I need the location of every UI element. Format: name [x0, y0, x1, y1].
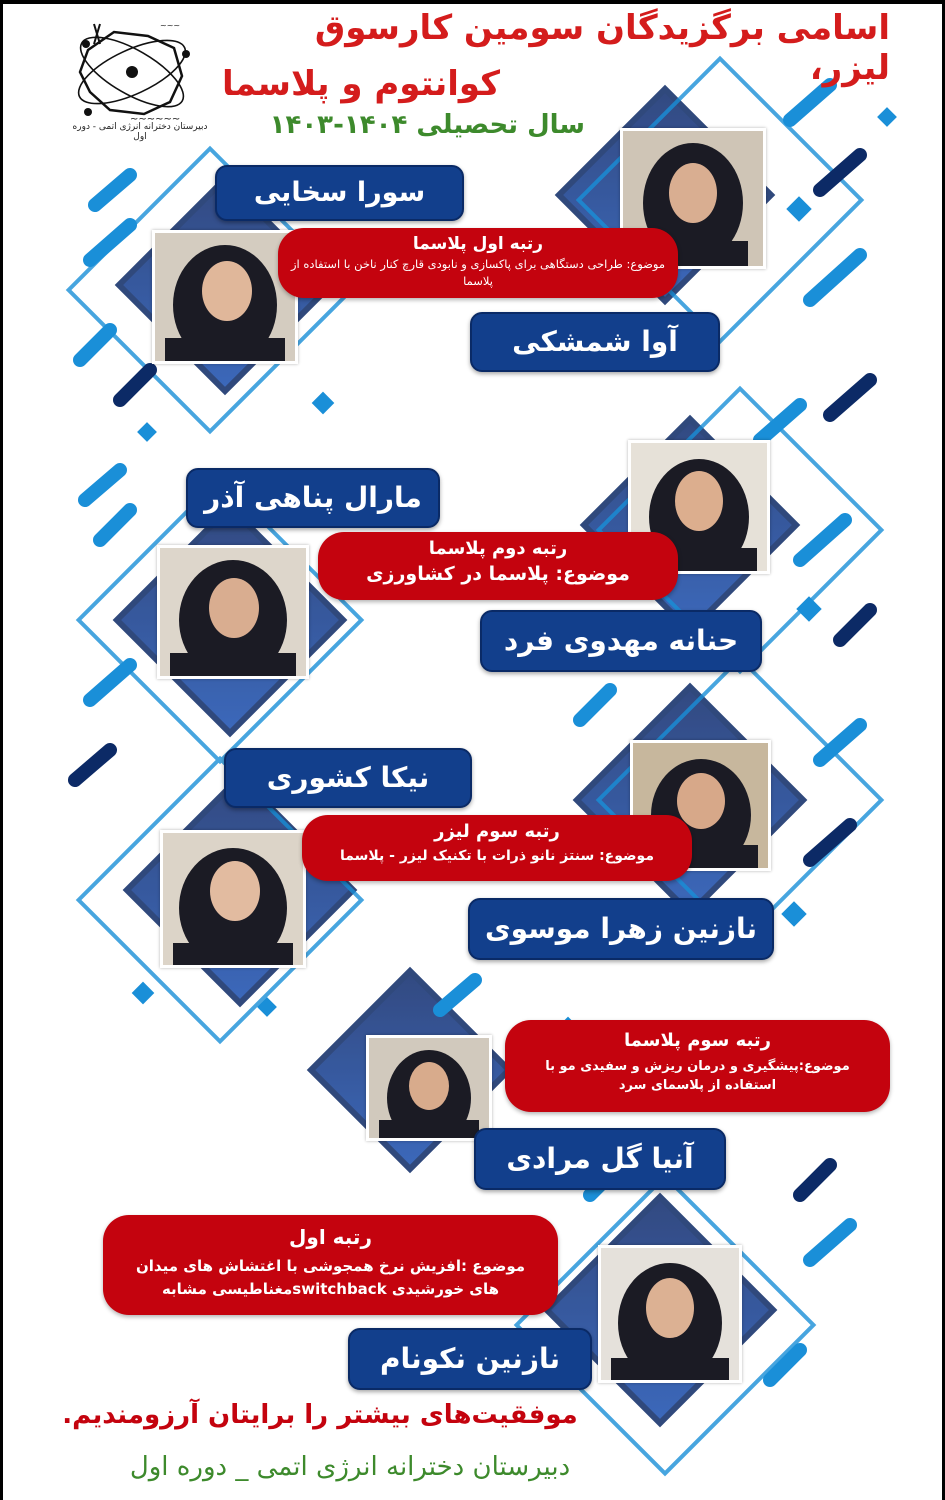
award-box [103, 1215, 558, 1315]
closing-wish: موفقیت‌های بیشتر را برایتان آرزومندیم. [62, 1400, 578, 1430]
title-line-2: کوانتوم و پلاسما [221, 64, 500, 104]
award-rank: رتبه اول پلاسما [412, 234, 544, 254]
award-rank: رتبه سوم لیزر [434, 821, 560, 842]
student-photo [366, 1035, 492, 1141]
student-name-box: مارال پناهی آذر [186, 468, 440, 528]
student-photo [160, 830, 306, 968]
student-name-box: آوا شمشکی [470, 312, 720, 372]
logo-caption: دبیرستان دخترانه انرژی اتمی - دوره اول [72, 122, 208, 142]
award-box [302, 815, 692, 881]
student-name-box: سورا سخایی [215, 165, 464, 221]
title-line-1: اسامی برگزیدگان سومین کارسوق لیزر، [314, 8, 890, 88]
student-name-box: نازنین زهرا موسوی [468, 898, 774, 960]
award-rank: رتبه اول [289, 1225, 372, 1249]
student-name-box: نیکا کشوری [224, 748, 472, 808]
student-name-box: حنانه مهدوی فرد [480, 610, 762, 672]
svg-text:~~~: ~~~ [160, 21, 181, 30]
student-photo [152, 230, 298, 364]
student-name-box: نازنین نکونام [348, 1328, 592, 1390]
frame-border [0, 0, 945, 4]
academic-year: سال تحصیلی ۱۴۰۴-۱۴۰۳ [269, 110, 585, 140]
award-topic: موضوع: پلاسما در کشاورزی [366, 563, 630, 585]
award-box [318, 532, 678, 600]
student-name-box: آنیا گل مرادی [474, 1128, 726, 1190]
award-topic: موضوع: طراحی دستگاهی برای پاکسازی و نابودی قارچ کنار ناخن با استفاده از پلاسما [290, 257, 666, 288]
svg-text:~~~~~~: ~~~~~~ [130, 114, 181, 125]
frame-border [0, 0, 3, 1500]
award-box [278, 228, 678, 298]
award-rank: رتبه دوم پلاسما [428, 538, 568, 559]
award-box [505, 1020, 890, 1112]
award-topic: موضوع:پیشگیری و درمان ریزش و سفیدی مو با استفاده از پلاسمای سرد [545, 1059, 850, 1093]
student-photo [598, 1245, 742, 1383]
award-topic: موضوع :افزیش نرخ همجوشی با اغتشاش های میدان های خورشیدی switchbackمغناطیسی مشابه [135, 1257, 526, 1298]
award-rank: رتبه سوم پلاسما [623, 1030, 772, 1051]
student-photo [157, 545, 309, 679]
award-topic: موضوع: سنتز نانو ذرات با تکنیک لیزر - پلاسما [340, 848, 654, 864]
school-name: دبیرستان دخترانه انرژی اتمی _ دوره اول [129, 1452, 571, 1482]
